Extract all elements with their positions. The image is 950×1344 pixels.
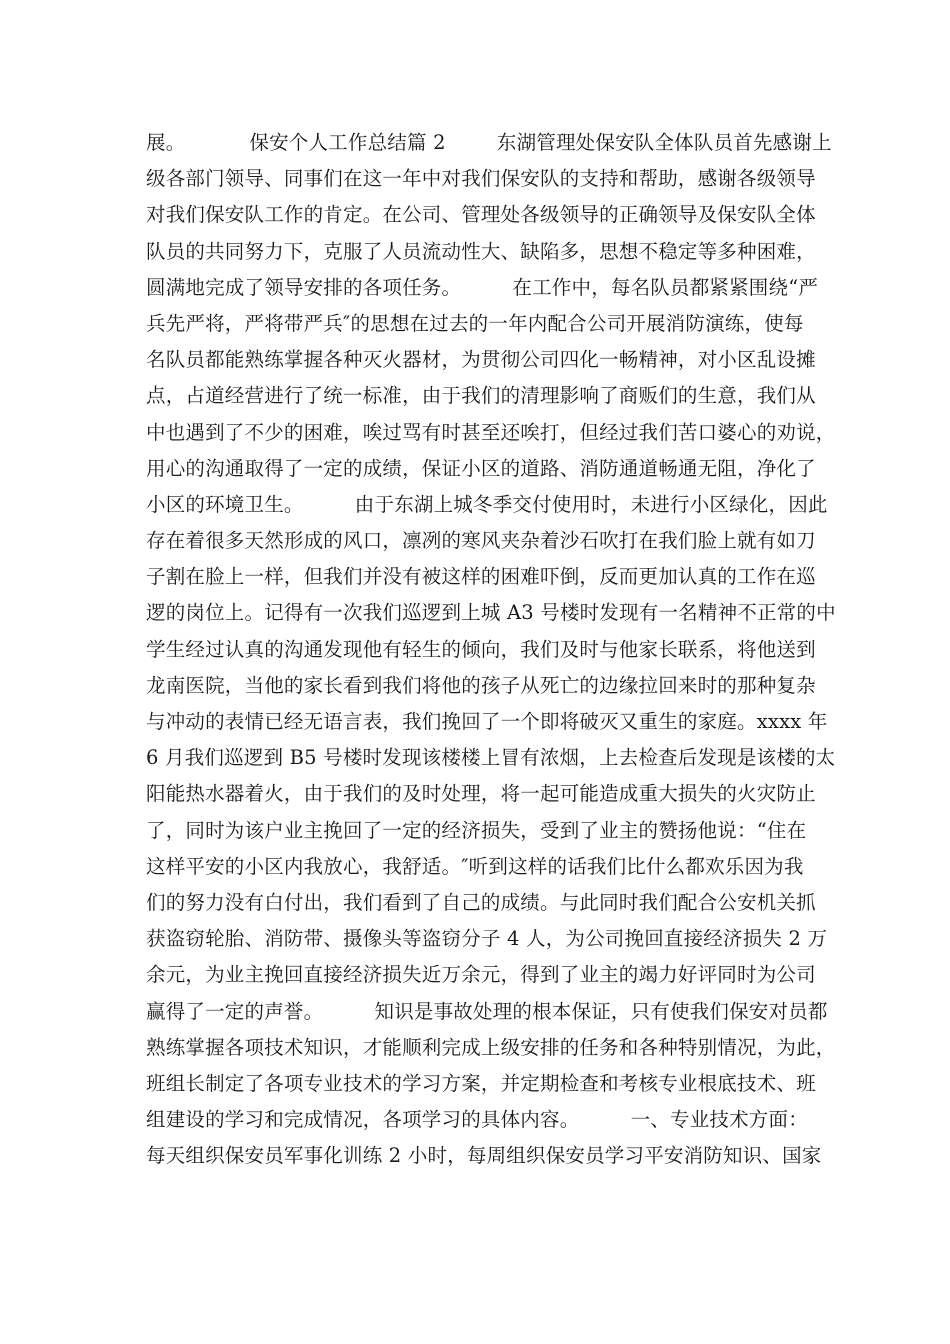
text-line: 6 月我们巡逻到 B5 号楼时发现该楼楼上冒有浓烟，上去检查后发现是该楼的太 xyxy=(146,746,836,770)
text-line: 熟练掌握各项技术知识，才能顺利完成上级安排的任务和各种特别情况，为此， xyxy=(146,1035,836,1059)
text-line: 名队员都能熟练掌握各种灭火器材，为贯彻公司四化一畅精神，对小区乱设摊 xyxy=(146,348,816,372)
text-line: 学生经过认真的沟通发现他有轻生的倾向，我们及时与他家长联系，将他送到 xyxy=(146,637,816,661)
text-line: 余元，为业主挽回直接经济损失近万余元，得到了业主的竭力好评同时为公司 xyxy=(146,963,816,987)
text-line: 逻的岗位上。记得有一次我们巡逻到上城 A3 号楼时发现有一名精神不正常的中 xyxy=(146,601,836,625)
text-line: 们的努力没有白付出，我们看到了自己的成绩。与此同时我们配合公安机关抓 xyxy=(146,890,816,914)
text-line: 这样平安的小区内我放心，我舒适。″听到这样的话我们比什么都欢乐因为我 xyxy=(146,854,804,878)
text-line: 队员的共同努力下，克服了人员流动性大、缺陷多，思想不稳定等多种困难， xyxy=(146,239,816,263)
text-line: 点，占道经营进行了统一标准，由于我们的清理影响了商贩们的生意，我们从 xyxy=(146,384,816,408)
text-line: 获盗窃轮胎、消防带、摄像头等盗窃分子 4 人，为公司挽回直接经济损失 2 万 xyxy=(146,927,828,951)
text-line: 兵先严将，严将带严兵″的思想在过去的一年内配合公司开展消防演练，使每 xyxy=(146,311,804,335)
text-line: 子割在脸上一样，但我们并没有被这样的困难吓倒，反而更加认真的工作在巡 xyxy=(146,565,816,589)
text-line: 阳能热水器着火，由于我们的及时处理，将一起可能造成重大损失的火灾防止 xyxy=(146,782,816,806)
text-line: 展。 保安个人工作总结篇 2 东湖管理处保安队全体队员首先感谢上 xyxy=(146,131,832,154)
text-line: 对我们保安队工作的肯定。在公司、管理处各级领导的正确领导及保安队全体 xyxy=(146,203,816,227)
body-text xyxy=(146,125,836,1174)
text-line: 小区的环境卫生。 由于东湖上城冬季交付使用时，未进行小区绿化，因此 xyxy=(146,492,828,516)
text-line: 赢得了一定的声誉。 知识是事故处理的根本保证，只有使我们保安对员都 xyxy=(146,999,828,1023)
text-line: 龙南医院，当他的家长看到我们将他的孩子从死亡的边缘拉回来时的那种复杂 xyxy=(146,673,816,697)
text-line: 用心的沟通取得了一定的成绩，保证小区的道路、消防通道畅通无阻，净化了 xyxy=(146,456,816,480)
text-line: 存在着很多天然形成的风口，凛冽的寒风夹杂着沙石吹打在我们脸上就有如刀 xyxy=(146,529,816,553)
text-line: 班组长制定了各项专业技术的学习方案，并定期检查和考核专业根底技术、班 xyxy=(146,1071,816,1095)
text-line: 与冲动的表情已经无语言表，我们挽回了一个即将破灭又重生的家庭。xxxx 年 xyxy=(146,710,828,733)
text-line: 组建设的学习和完成情况，各项学习的具体内容。 一、专业技术方面： xyxy=(146,1108,808,1132)
text-line: 每天组织保安员军事化训练 2 小时，每周组织保安员学习平安消防知识、国家 xyxy=(146,1144,822,1168)
text-line: 级各部门领导、同事们在这一年中对我们保安队的支持和帮助，感谢各级领导 xyxy=(146,167,816,191)
text-line: 中也遇到了不少的困难，唉过骂有时甚至还唉打，但经过我们苦口婆心的劝说， xyxy=(146,420,836,444)
text-line: 圆满地完成了领导安排的各项任务。 在工作中，每名队员都紧紧围绕“严 xyxy=(146,275,819,299)
text-line: 了，同时为该户业主挽回了一定的经济损失，受到了业主的赞扬他说：“住在 xyxy=(146,818,807,842)
